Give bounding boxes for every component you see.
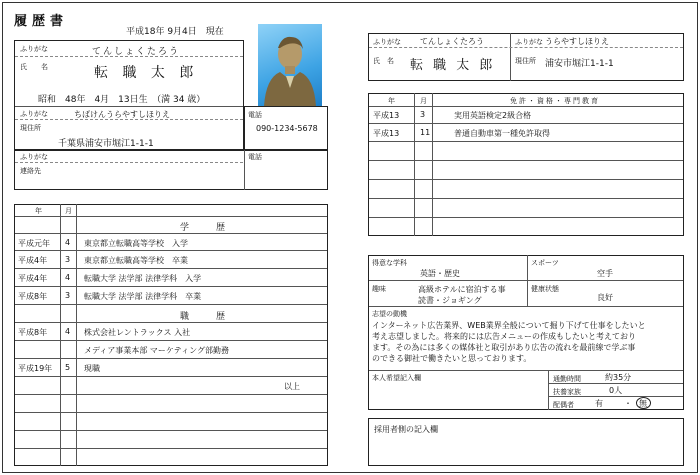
history-month: 3 — [65, 291, 71, 300]
phone-value: 090-1234-5678 — [256, 124, 318, 133]
history-text: 現職 — [84, 364, 100, 373]
document-date: 平成18年 9月4日 現在 — [126, 27, 224, 37]
contact-phone-label: 電話 — [248, 153, 262, 161]
commute-label: 通勤時間 — [553, 375, 581, 383]
sports-label: スポーツ — [531, 259, 559, 267]
history-year-header: 年 — [35, 207, 42, 215]
subjects-label: 得意な学科 — [372, 259, 407, 267]
history-month: 5 — [65, 363, 71, 372]
license-month: 11 — [420, 128, 431, 137]
wish-label: 本人希望記入欄 — [372, 374, 421, 382]
section-education: 学 歴 — [180, 223, 226, 233]
history-text: 転職大学 法学部 法律学科 入学 — [84, 274, 202, 283]
dependents-value: 0人 — [609, 386, 623, 395]
motivation-label: 志望の動機 — [372, 310, 407, 318]
contact-furigana-label: ふりがな — [20, 153, 48, 161]
history-month-header: 月 — [65, 207, 72, 215]
license-text: 普通自動車第一種免許取得 — [454, 129, 550, 138]
health-label: 健康状態 — [531, 285, 559, 293]
history-year: 平成4年 — [18, 274, 48, 283]
history-year: 平成4年 — [18, 256, 48, 265]
history-year: 平成8年 — [18, 328, 48, 337]
license-month: 3 — [420, 110, 426, 119]
right-furigana-value: てんしょくたろう — [420, 37, 484, 46]
phone-label: 電話 — [248, 111, 262, 119]
right-furigana-label: ふりがな — [373, 38, 401, 46]
history-text: 株式会社レントラックス 入社 — [84, 328, 191, 337]
hobby-line2: 読書・ジョギング — [418, 296, 482, 305]
right-name-label: 氏 名 — [373, 57, 394, 65]
sports-value: 空手 — [597, 269, 613, 278]
history-text: 転職大学 法学部 法律学科 卒業 — [84, 292, 202, 301]
history-month: 4 — [65, 238, 71, 247]
right-address-furigana-value: うらやすしほりえ — [545, 37, 609, 46]
history-month: 4 — [65, 327, 71, 336]
history-year: 平成8年 — [18, 292, 48, 301]
history-year: 平成19年 — [18, 364, 53, 373]
birth-info: 昭和 48年 4月 13日生 （満 34 歳） — [38, 95, 206, 105]
spouse-separator: ・ — [624, 399, 632, 408]
right-address-label: 現住所 — [515, 57, 536, 65]
spouse-label: 配偶者 — [553, 401, 574, 409]
licenses-year-header: 年 — [388, 97, 395, 105]
history-text: 東京都立転職高等学校 卒業 — [84, 256, 188, 265]
commute-value: 約35分 — [605, 373, 632, 382]
name-label: 氏 名 — [20, 63, 48, 71]
spouse-no: 無 — [639, 399, 647, 408]
right-name-value: 転 職 太 郎 — [410, 58, 496, 73]
section-work: 職 歴 — [180, 312, 226, 322]
document-title: 履歴書 — [14, 14, 69, 29]
spouse-yes: 有 — [595, 399, 603, 408]
license-year: 平成13 — [373, 129, 400, 138]
motivation-line: インターネット広告業界、WEB業界全般について掘り下げて仕事をしたいと — [372, 321, 646, 330]
motivation-line: ます。その為には多くの媒体社と取引があり広告の流れを最前線で学ぶ事 — [372, 343, 636, 352]
history-text: メディア事業本部 マーケティング部勤務 — [84, 346, 229, 355]
contact-label: 連絡先 — [20, 167, 41, 175]
licenses-month-header: 月 — [420, 97, 427, 105]
licenses-title-header: 免許・資格・専門教育 — [510, 97, 600, 105]
address-furigana-label: ふりがな — [20, 110, 48, 118]
furigana-value: てんしょくたろう — [92, 47, 181, 57]
furigana-label: ふりがな — [20, 45, 48, 53]
subjects-value: 英語・歴史 — [420, 269, 460, 278]
spouse-no-circle — [636, 397, 651, 409]
license-year: 平成13 — [373, 111, 400, 120]
right-address-value: 浦安市堀江1-1-1 — [545, 59, 614, 69]
name-value: 転 職 太 郎 — [94, 65, 199, 81]
motivation-line: 考え志望しました。将来的には広告メニューの作成もしたいと考えており — [372, 332, 636, 341]
hobby-line1: 高級ホテルに宿泊する事 — [418, 285, 506, 294]
history-text: 東京都立転職高等学校 入学 — [84, 239, 188, 248]
address-label: 現住所 — [20, 124, 41, 132]
motivation-line: のできる御社で働きたいと思っております。 — [372, 354, 532, 363]
address-furigana-value: ちばけんうらやすしほりえ — [74, 110, 170, 119]
history-month: 3 — [65, 255, 71, 264]
license-text: 実用英語検定2級合格 — [454, 111, 532, 120]
hobby-label: 趣味 — [372, 285, 386, 293]
history-end: 以上 — [284, 382, 300, 391]
health-value: 良好 — [597, 293, 613, 302]
dependents-label: 扶養家族 — [553, 388, 581, 396]
address-value: 千葉県浦安市堀江1-1-1 — [58, 139, 154, 149]
right-address-furigana-label: ふりがな — [515, 38, 543, 46]
contact-box — [14, 150, 328, 190]
history-year: 平成元年 — [18, 239, 50, 248]
profile-photo — [258, 24, 322, 106]
history-month: 4 — [65, 273, 71, 282]
employer-label: 採用者側の記入欄 — [374, 425, 438, 434]
